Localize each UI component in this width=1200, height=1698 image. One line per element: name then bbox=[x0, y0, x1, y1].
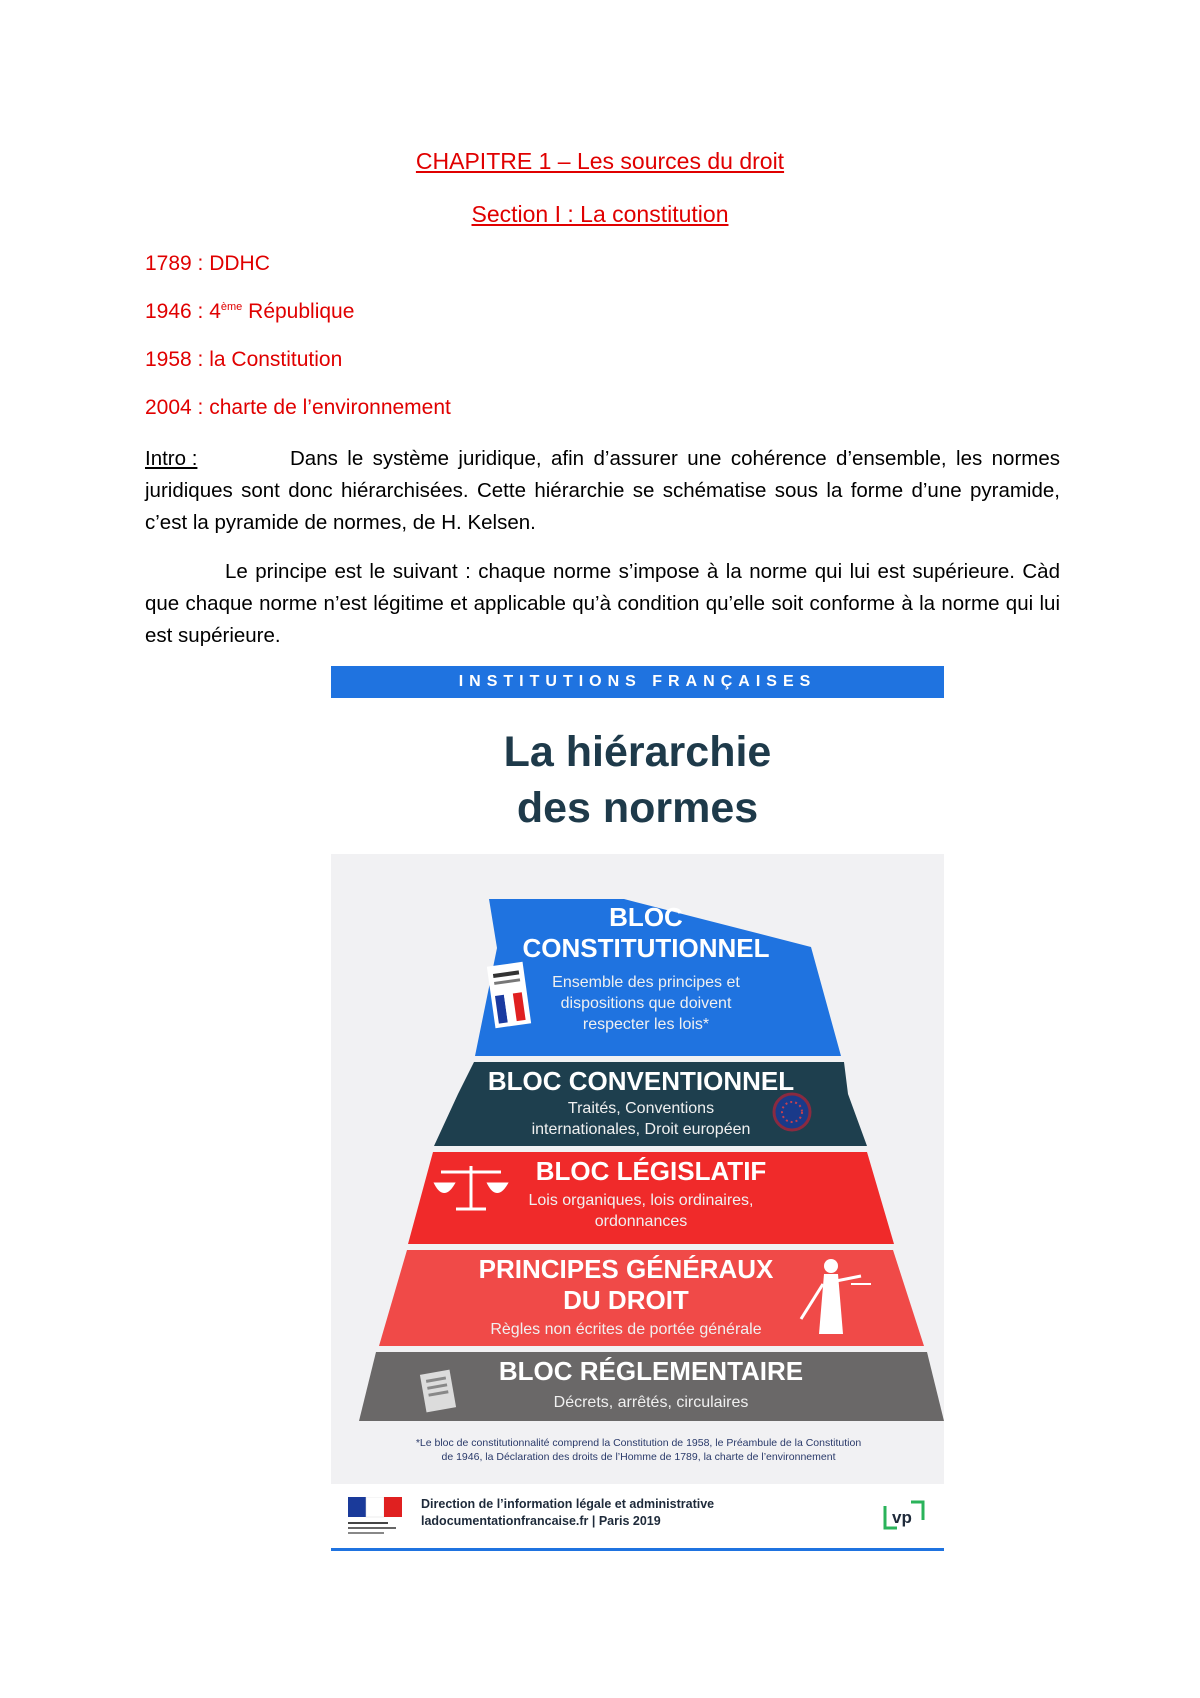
marianne-logo-icon bbox=[348, 1497, 404, 1535]
intro-paragraph bbox=[145, 443, 1060, 539]
infographic-footer bbox=[331, 1484, 944, 1551]
infographic-title: La hiérarchie des normes bbox=[503, 728, 772, 832]
chapter-title: CHAPITRE 1 – Les sources du droit bbox=[415, 148, 785, 174]
vp-logo-icon bbox=[883, 1498, 925, 1532]
infographic-footnote: *Le bloc de constitutionnalité comprend la Constitution de 1958, le Préambule de la Constitution de 1946, la Déclaration des droits de l’Homme de 1789, la charte de l’environnement bbox=[415, 1437, 862, 1463]
section-title: Section I : La constitution bbox=[471, 201, 729, 227]
tier-legislatif-label: BLOC LÉGISLATIF bbox=[535, 1156, 767, 1186]
principle-paragraph: Le principe est le suivant : chaque norme s’impose à la norme qui lui est supérieure. Càd que chaque norme n’est légitime et applicable qu’à condition qu’elle soit conforme à la norme qui lui est supérieure. bbox=[145, 560, 1060, 647]
tier-reglementaire-label: BLOC RÉGLEMENTAIRE bbox=[498, 1356, 804, 1386]
date-list bbox=[145, 252, 451, 444]
date-item: 1946 : 4ème République bbox=[145, 300, 355, 323]
date-item: 1789 : DDHC bbox=[145, 252, 270, 275]
hierarchy-infographic bbox=[331, 666, 944, 1551]
vp-logo-text: vp bbox=[892, 1508, 912, 1527]
tier-constitutionnel-desc: Ensemble des principes et dispositions que doivent respecter les lois* bbox=[552, 974, 740, 1033]
pyramid-panel bbox=[331, 854, 944, 1484]
date-item: 1958 : la Constitution bbox=[145, 348, 343, 371]
tier-constitutionnel-label: BLOC CONSTITUTIONNEL bbox=[522, 902, 770, 963]
tier-legislatif-desc: Lois organiques, lois ordinaires, ordonnances bbox=[528, 1192, 754, 1230]
intro-text: Dans le système juridique, afin d’assurer une cohérence d’ensemble, les normes juridiques sont donc hiérarchisées. Cette hiérarchie se schématise sous la forme d’une pyramide, c’est la pyramide de normes, de H. Kelsen. bbox=[145, 447, 1060, 534]
tier-conventionnel-desc: Traités, Conventions internationales, Droit européen bbox=[531, 1100, 751, 1138]
tier-principes-desc: Règles non écrites de portée générale bbox=[490, 1321, 762, 1338]
footer-credits: Direction de l’information légale et administrative ladocumentationfrancaise.fr | Paris 2019 bbox=[421, 1497, 715, 1528]
tier-conventionnel-label: BLOC CONVENTIONNEL bbox=[487, 1066, 795, 1096]
infographic-banner: INSTITUTIONS FRANÇAISES bbox=[331, 666, 944, 698]
intro-label: Intro : bbox=[145, 447, 198, 470]
tier-principes-label: PRINCIPES GÉNÉRAUX DU DROIT bbox=[478, 1254, 774, 1315]
date-item: 2004 : charte de l’environnement bbox=[145, 396, 451, 419]
tier-reglementaire-desc: Décrets, arrêtés, circulaires bbox=[553, 1394, 749, 1411]
